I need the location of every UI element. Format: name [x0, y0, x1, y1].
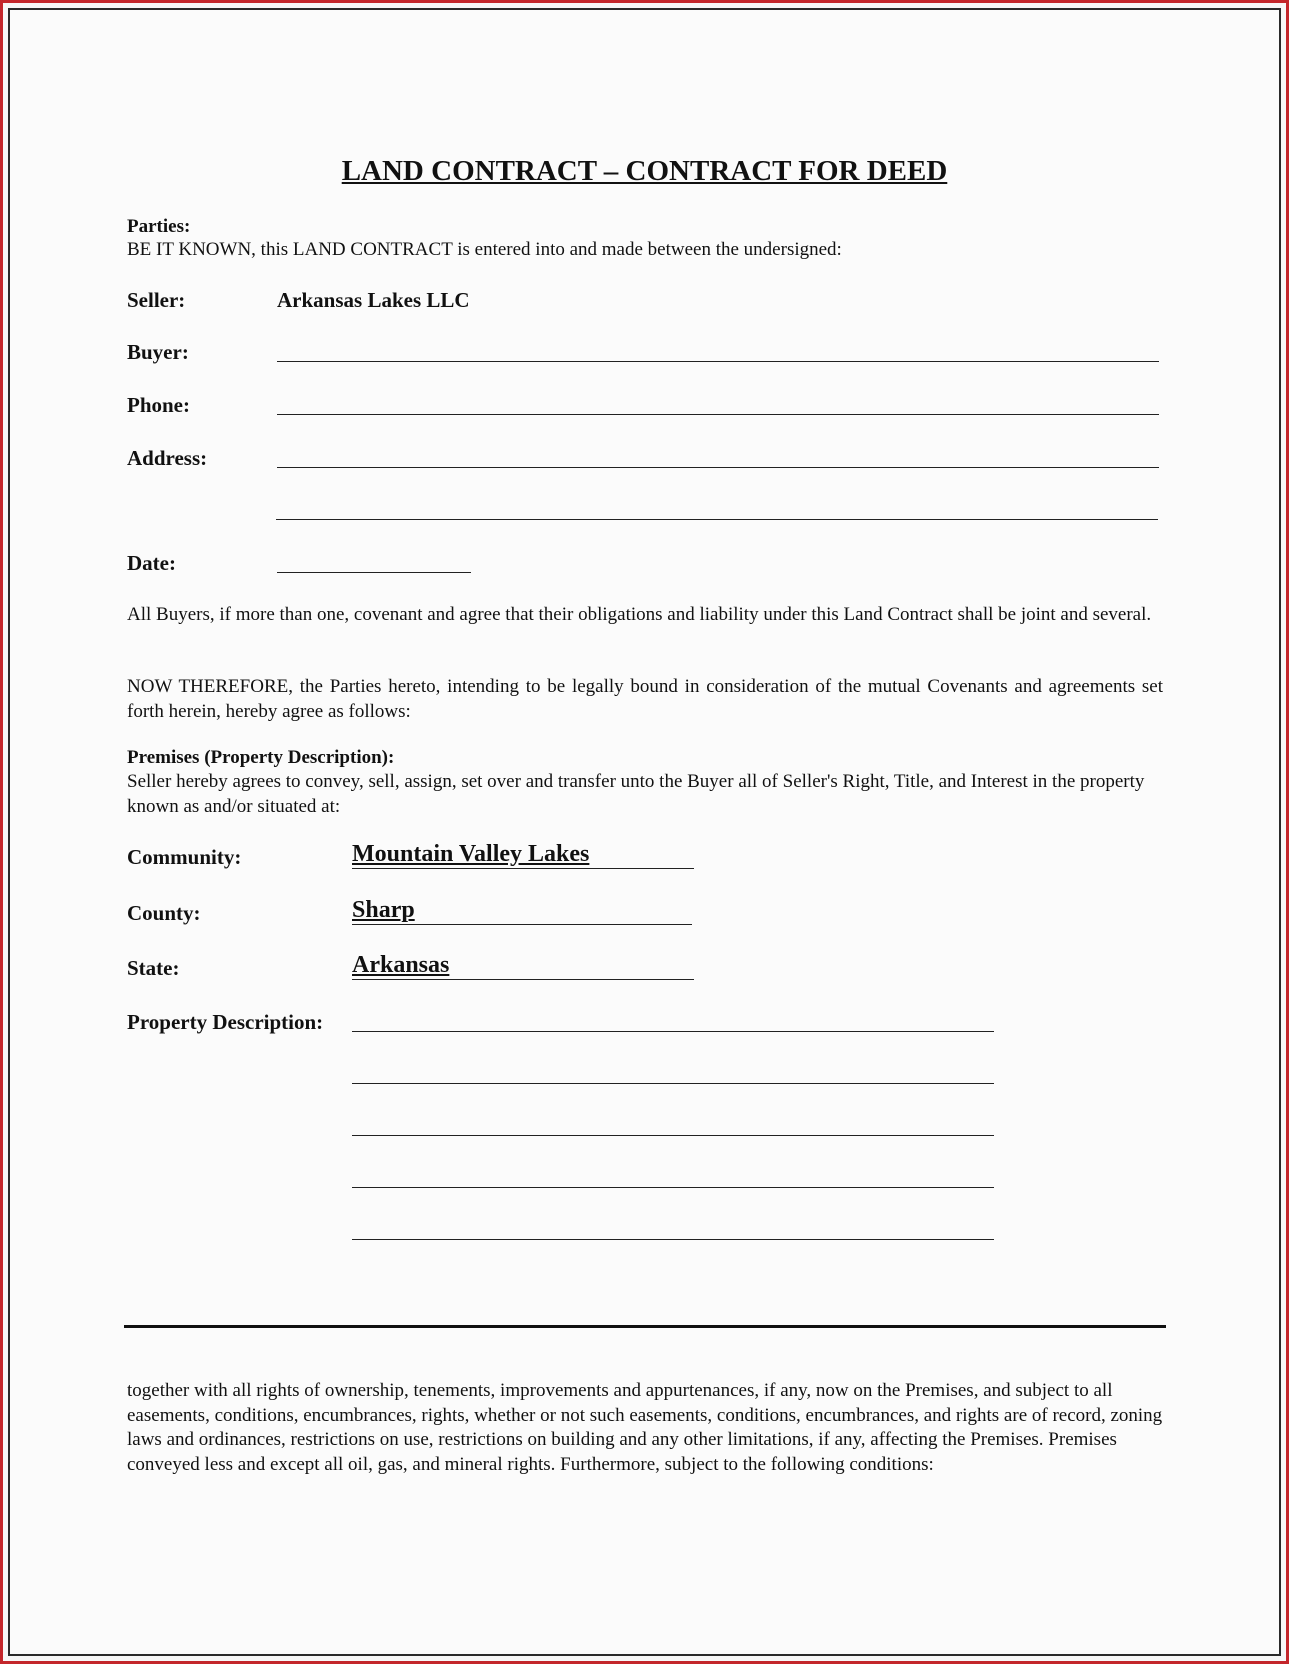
- address-field-line-2[interactable]: [276, 519, 1158, 520]
- buyers-paragraph: All Buyers, if more than one, covenant and agree that their obligations and liability under this Land Contract shall be joint and several.: [127, 604, 1152, 625]
- community-field[interactable]: [352, 868, 694, 869]
- property-description-line[interactable]: [352, 1083, 994, 1084]
- property-description-line[interactable]: [352, 1031, 994, 1032]
- now-therefore-paragraph: NOW THEREFORE, the Parties hereto, intending to be legally bound in consideration of the mutual Covenants and agreements set forth herein, hereby agree as follows:: [127, 676, 1163, 722]
- state-value: Arkansas: [352, 952, 450, 978]
- county-field[interactable]: [352, 924, 692, 925]
- state-field[interactable]: [352, 979, 694, 980]
- phone-field[interactable]: [277, 414, 1159, 415]
- premises-paragraph: Seller hereby agrees to convey, sell, assign, set over and transfer unto the Buyer all of Seller's Right, Title, and Interest in the property known as and/or situated at:: [127, 771, 1145, 817]
- community-value: Mountain Valley Lakes: [352, 841, 590, 867]
- property-description-line[interactable]: [352, 1135, 994, 1136]
- date-field[interactable]: [277, 572, 471, 573]
- state-label: State:: [127, 956, 180, 980]
- address-field-line-1[interactable]: [277, 467, 1159, 468]
- date-label: Date:: [127, 551, 176, 575]
- buyer-label: Buyer:: [127, 340, 189, 364]
- property-description-line[interactable]: [352, 1239, 994, 1240]
- county-label: County:: [127, 901, 201, 925]
- property-description-label: Property Description:: [127, 1010, 324, 1034]
- phone-label: Phone:: [127, 393, 190, 417]
- seller-value: Arkansas Lakes LLC: [277, 288, 470, 312]
- buyer-field[interactable]: [277, 361, 1159, 362]
- section-divider: [124, 1325, 1166, 1328]
- community-label: Community:: [127, 845, 242, 869]
- property-description-line[interactable]: [352, 1187, 994, 1188]
- parties-intro: BE IT KNOWN, this LAND CONTRACT is entered into and made between the undersigned:: [127, 239, 842, 260]
- closing-paragraph: together with all rights of ownership, tenements, improvements and appurtenances, if any, now on the Premises, and subject to all easements, conditions, encumbrances, rights, whether or not such easements, conditions, encumbrances, and rights are of record, zoning laws and ordinances, restrictions on use, restrictions on building and any other limitations, if any, affecting the Premises. Premises conveyed less and except all oil, gas, and mineral rights. Furthermore, subject to the following conditions:: [127, 1380, 1163, 1475]
- seller-label: Seller:: [127, 288, 186, 312]
- address-label: Address:: [127, 446, 208, 470]
- county-value: Sharp: [352, 897, 415, 923]
- document-title: LAND CONTRACT – CONTRACT FOR DEED: [341, 155, 948, 187]
- premises-heading: Premises (Property Description):: [127, 747, 395, 768]
- parties-heading: Parties:: [127, 216, 191, 237]
